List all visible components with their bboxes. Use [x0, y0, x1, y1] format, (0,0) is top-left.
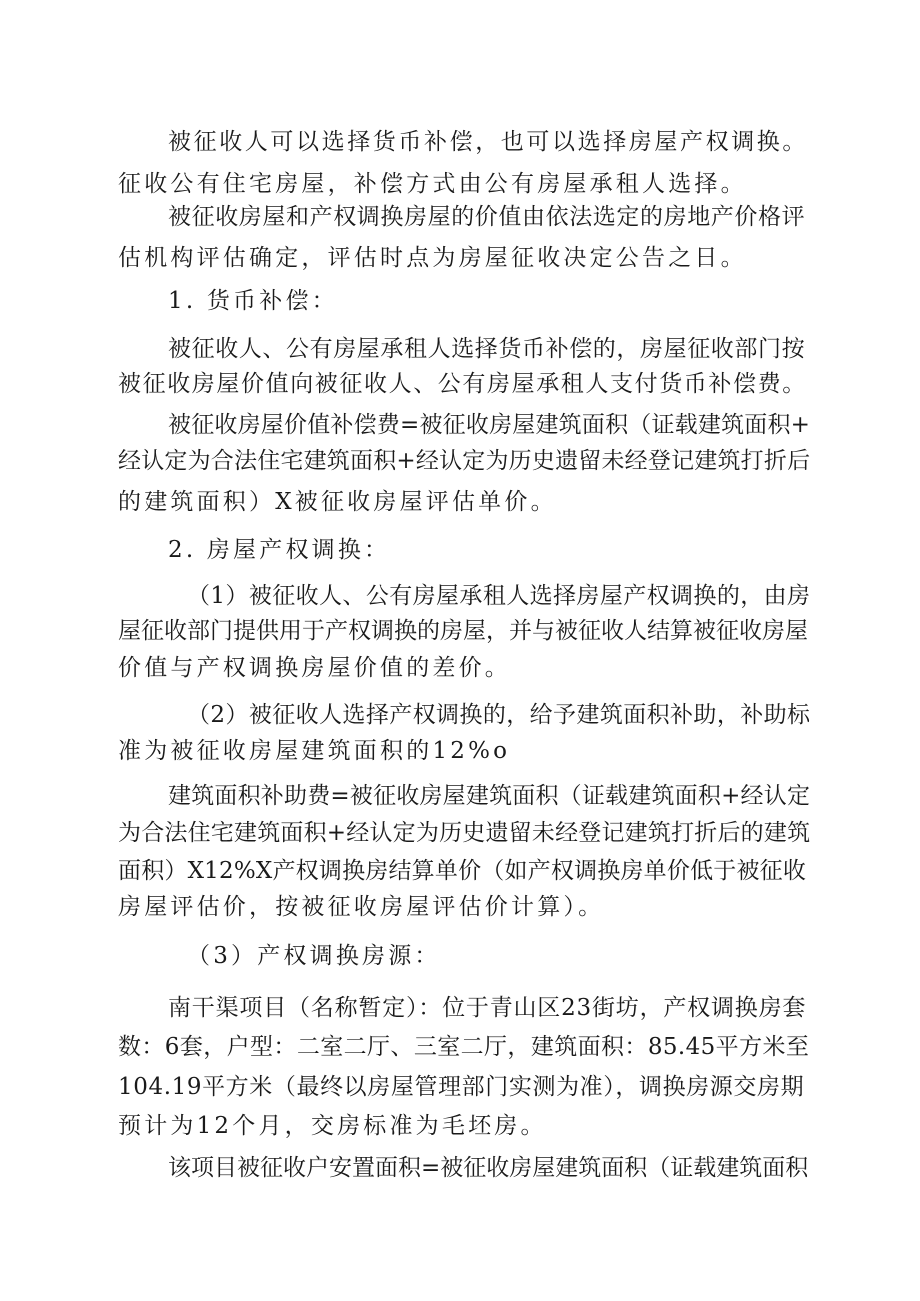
- section-heading: 2. 房屋产权调换：: [168, 537, 391, 563]
- text-line: 该项目被征收户安置面积=被征收房屋建筑面积（证载建筑面积: [168, 1155, 809, 1181]
- text-line: （2）被征收人选择产权调换的，给予建筑面积补助，补助标: [187, 702, 811, 728]
- text-line: 数：6套，户型：二室二厅、三室二厅，建筑面积：85.45平方米至: [118, 1034, 810, 1060]
- text-line: 估机构评估确定，评估时点为房屋征收决定公告之日。: [118, 245, 747, 271]
- text-line: 为合法住宅建筑面积+经认定为历史遗留未经登记建筑打折后的建筑: [118, 820, 811, 846]
- text-line: 预计为12个月，交房标准为毛坯房。: [118, 1113, 547, 1139]
- section-heading: （3）产权调换房源：: [187, 943, 441, 969]
- text-line: 南干渠项目（名称暂定）：位于青山区23街坊，产权调换房套: [168, 995, 807, 1021]
- text-line: 准为被征收房屋建筑面积的12%o: [118, 738, 511, 764]
- text-line: 被征收房屋和产权调换房屋的价值由依法选定的房地产价格评: [168, 204, 806, 230]
- section-heading: 1. 货币补偿：: [168, 288, 338, 314]
- text-line: 面积）X12%X产权调换房结算单价（如产权调换房单价低于被征收: [118, 858, 807, 884]
- text-line: 房屋评估价，按被征收房屋评估价计算）。: [118, 894, 605, 920]
- text-line: 屋征收部门提供用于产权调换的房屋，并与被征收人结算被征收房屋: [118, 618, 808, 644]
- text-line: （1）被征收人、公有房屋承租人选择房屋产权调换的，由房: [187, 583, 811, 609]
- text-line: 被征收房屋价值补偿费=被征收房屋建筑面积（证载建筑面积+: [168, 412, 811, 438]
- text-line: 被征收房屋价值向被征收人、公有房屋承租人支付货币补偿费。: [118, 371, 807, 397]
- text-line: 的建筑面积）X被征收房屋评估单价。: [118, 489, 557, 515]
- text-line: 经认定为合法住宅建筑面积+经认定为历史遗留未经登记建筑打折后: [118, 448, 811, 474]
- text-line: 104.19平方米（最终以房屋管理部门实测为准），调换房源交房期: [118, 1074, 805, 1100]
- text-line: 被征收人可以选择货币补偿，也可以选择房屋产权调换。: [168, 129, 808, 155]
- text-line: 征收公有住宅房屋，补偿方式由公有房屋承租人选择。: [118, 171, 747, 197]
- text-line: 被征收人、公有房屋承租人选择货币补偿的，房屋征收部门按: [168, 336, 806, 362]
- text-line: 建筑面积补助费=被征收房屋建筑面积（证载建筑面积+经认定: [168, 783, 811, 809]
- text-line: 价值与产权调换房屋价值的差价。: [118, 655, 511, 681]
